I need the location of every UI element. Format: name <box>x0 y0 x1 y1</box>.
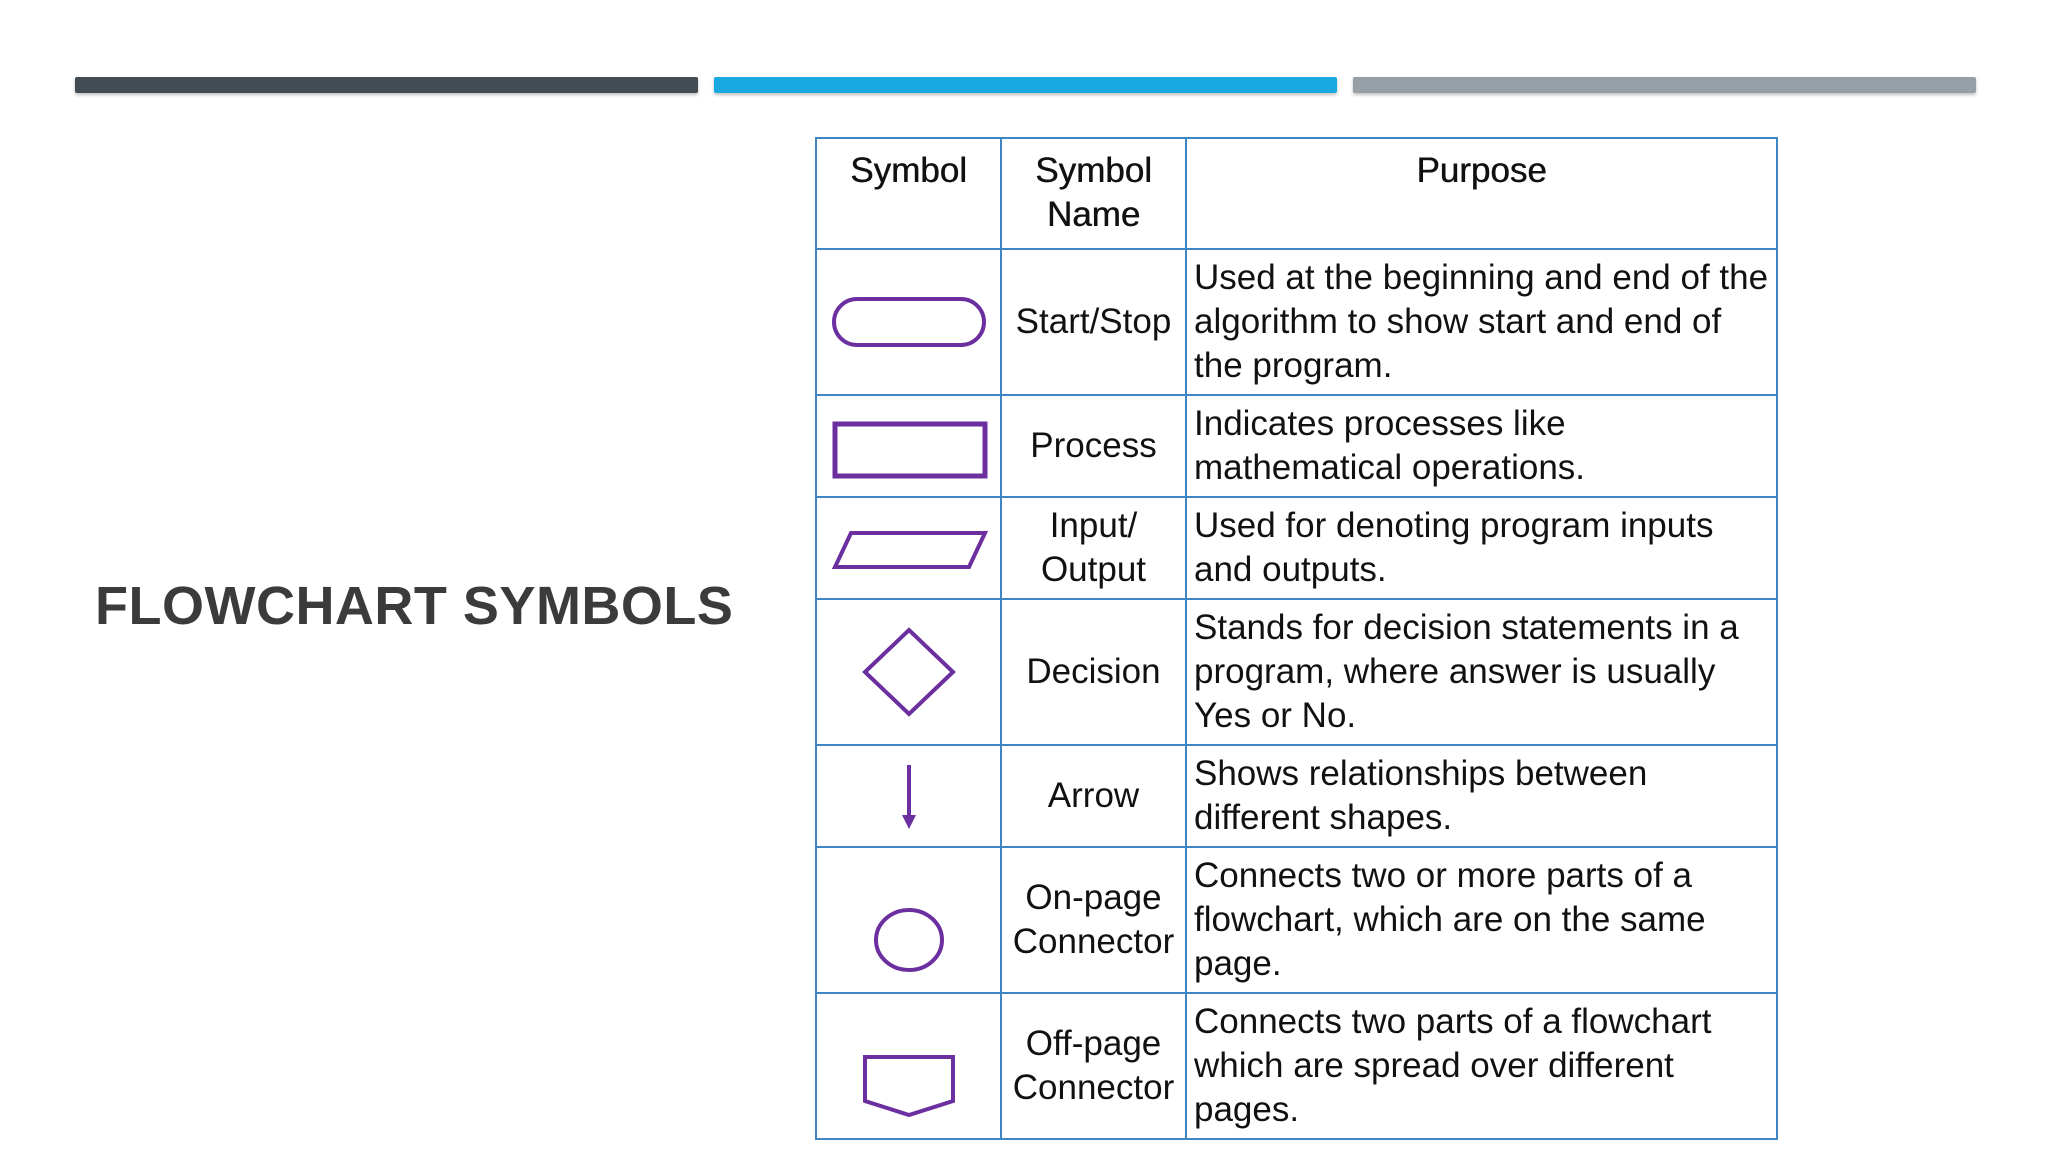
symbol-cell <box>816 249 1001 395</box>
symbol-purpose: Connects two or more parts of a flowchart, which are on the same page. <box>1186 847 1777 993</box>
header-symbol-name: Symbol Name <box>1001 138 1186 249</box>
table-header-row <box>816 138 1777 249</box>
symbol-name: Arrow <box>1001 745 1186 847</box>
table-row <box>816 993 1777 1139</box>
start-stop-terminal-icon <box>829 292 989 352</box>
table-row <box>816 395 1777 497</box>
symbol-cell <box>816 993 1001 1139</box>
process-rectangle-icon <box>829 416 989 476</box>
symbol-cell <box>816 497 1001 599</box>
symbol-purpose: Connects two parts of a flowchart which are spread over different pages. <box>1186 993 1777 1139</box>
table-row <box>816 497 1777 599</box>
symbol-purpose: Used for denoting program inputs and outputs. <box>1186 497 1777 599</box>
symbol-purpose: Shows relationships between different shapes. <box>1186 745 1777 847</box>
header-bar-dark <box>75 77 698 93</box>
header-symbol: Symbol <box>816 138 1001 249</box>
header-bar-blue <box>714 77 1337 93</box>
symbol-name: Start/Stop <box>1001 249 1186 395</box>
symbol-purpose: Used at the beginning and end of the algorithm to show start and end of the program. <box>1186 249 1777 395</box>
header-purpose: Purpose <box>1186 138 1777 249</box>
slide-title: FLOWCHART SYMBOLS <box>95 576 734 636</box>
symbol-cell <box>816 847 1001 993</box>
flowchart-symbols-table <box>815 137 1778 1140</box>
symbol-name: Off-page Connector <box>1001 993 1186 1139</box>
arrow-down-icon <box>889 761 929 831</box>
symbol-cell <box>816 599 1001 745</box>
symbol-cell <box>816 745 1001 847</box>
table-row <box>816 745 1777 847</box>
table-row <box>816 249 1777 395</box>
symbol-name: Input/ Output <box>1001 497 1186 599</box>
symbol-name: Decision <box>1001 599 1186 745</box>
input-output-parallelogram-icon <box>829 523 989 573</box>
table-row <box>816 599 1777 745</box>
table-row <box>816 847 1777 993</box>
off-page-connector-pentagon-icon <box>859 1051 959 1121</box>
symbol-purpose: Indicates processes like mathematical operations. <box>1186 395 1777 497</box>
symbol-purpose: Stands for decision statements in a program, where answer is usually Yes or No. <box>1186 599 1777 745</box>
symbol-name: On-page Connector <box>1001 847 1186 993</box>
symbol-cell <box>816 395 1001 497</box>
symbol-name: Process <box>1001 395 1186 497</box>
on-page-connector-circle-icon <box>869 900 949 980</box>
header-bar-gray <box>1353 77 1976 93</box>
decision-diamond-icon <box>859 624 959 720</box>
